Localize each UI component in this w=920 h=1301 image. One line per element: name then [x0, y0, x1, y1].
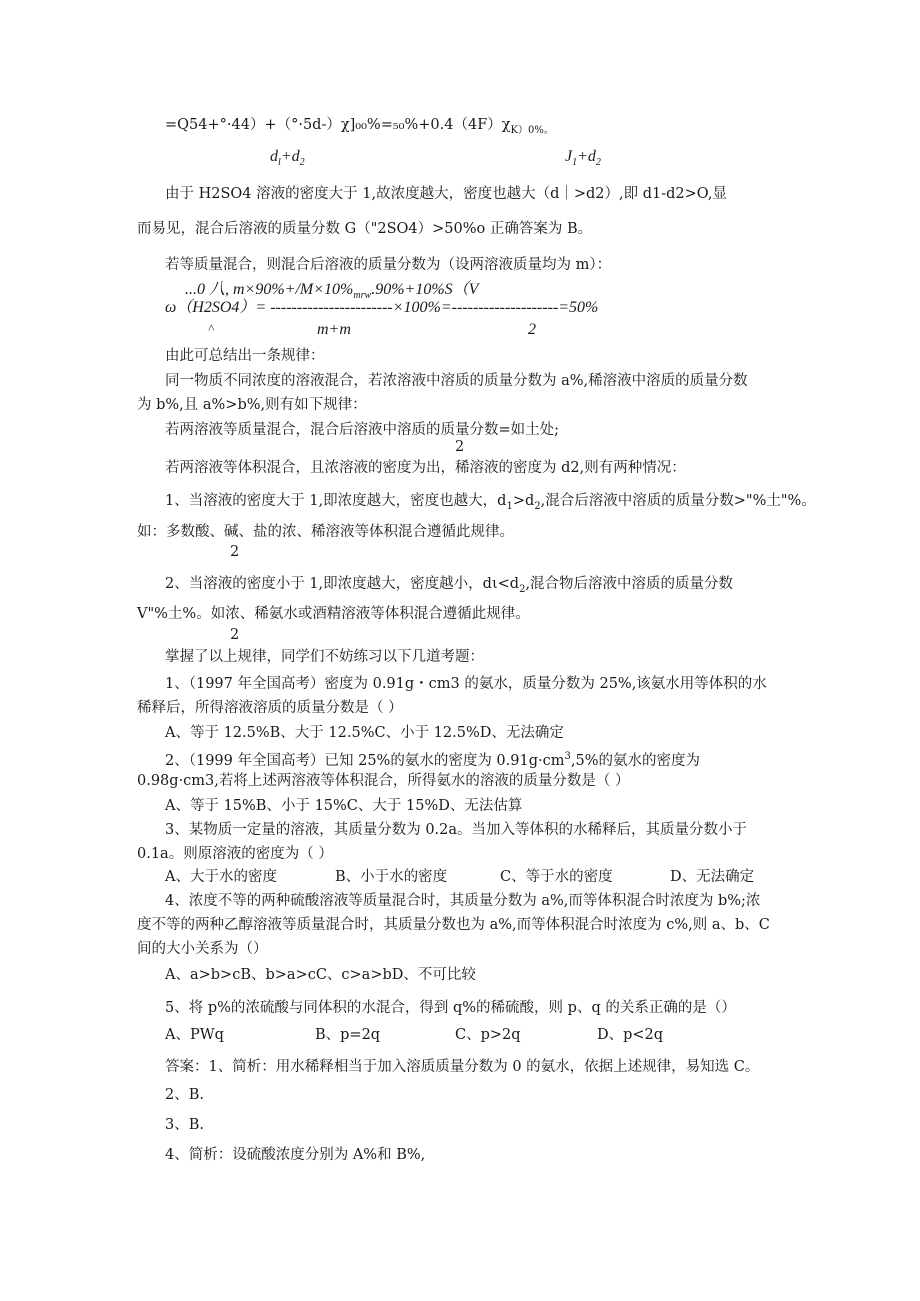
question-1-cont: 稀释后，所得溶液溶质的质量分数是（ ） — [137, 700, 403, 716]
question-4-cont: 度不等的两种乙醇溶液等质量混合时，其质量分数也为 a%,而等体积混合时浓度为 c%,则 a、b、C — [137, 917, 770, 933]
answer-3: 3、B. — [165, 1117, 204, 1133]
fraction-two: 2 — [455, 439, 465, 455]
paragraph-line: V"%土%。如浓、稀氨水或酒精溶液等体积混合遵循此规律。 — [137, 606, 530, 622]
formula-denominator-two: 2 — [528, 321, 536, 338]
paragraph-line: 而易见，混合后溶液的质量分数 G（"2SO4）>50%o 正确答案为 B。 — [137, 221, 593, 237]
question-1: 1、（1997 年全国高考）密度为 0.91g・cm3 的氨水，质量分数为 25%,该氨水用等体积的水 — [165, 676, 767, 692]
question-3-cont: 0.1a。则原溶液的密度为（ ） — [137, 846, 333, 862]
paragraph-line: 如：多数酸、碱、盐的浓、稀溶液等体积混合遵循此规律。 — [137, 524, 514, 540]
question-5-option-d: D、p<2q — [597, 1027, 664, 1043]
paragraph-line: 2、当溶液的密度小于 1,即浓度越大，密度越小，$d\iota<d_2$,混合物后溶液中溶质的质量分数 — [165, 576, 734, 595]
formula-main: ω（H2SO4）= -----------------------×100%=--------------------=50% — [165, 299, 599, 316]
question-3-option-d: D、无法确定 — [670, 869, 755, 885]
question-5: 5、将 p%的浓硫酸与同体积的水混合，得到 q%的稀硫酸，则 p、q 的关系正确的是（） — [165, 1000, 736, 1016]
paragraph-line: 掌握了以上规律，同学们不妨练习以下几道考题： — [165, 649, 484, 665]
paragraph-line: 若等质量混合，则混合后溶液的质量分数为（设两溶液质量均为 m）： — [165, 257, 612, 273]
question-2-cont: 0.98g·cm3,若将上述两溶液等体积混合，所得氨水的溶液的质量分数是（ ） — [137, 773, 630, 789]
paragraph-line: 为 b%,且 a%>b%,则有如下规律： — [137, 397, 367, 413]
question-2: 2、（1999 年全国高考）已知 25%的氨水的密度为 $0.91g\cdot cm^3,5\%$的氨水的密度为 — [165, 751, 700, 769]
fraction-two: 2 — [230, 627, 240, 643]
question-4-options: A、a>b>cB、b>a>cC、c>a>bD、不可比较 — [165, 967, 476, 983]
formula-denominator-right: $J_1+d_2$ — [565, 148, 601, 169]
question-4: 4、浓度不等的两种硫酸溶液等质量混合时，其质量分数为 a%,而等体积混合时浓度为 b%;浓 — [165, 893, 761, 909]
question-4-cont: 间的大小关系为（） — [137, 941, 268, 957]
question-3-option-c: C、等于水的密度 — [500, 869, 613, 885]
question-2-options: A、等于 15%B、小于 15%C、大于 15%D、无法估算 — [165, 798, 523, 814]
formula-numerator: ...0 八, $m\times 90\%+/M\times 10\%_{mrw}.90\%+10\%S(V$ — [185, 281, 479, 302]
paragraph-line: 1、当溶液的密度大于 1,即浓度越大，密度也越大，$d_1>d_2$,混合后溶液中溶质的质量分数>"%土"%。 — [165, 493, 816, 512]
question-3: 3、某物质一定量的溶液，其质量分数为 0.2a。当加入等体积的水稀释后，其质量分数小于 — [165, 822, 748, 838]
answer-1: 答案：1、简析：用水稀释相当于加入溶质质量分数为 0 的氨水，依据上述规律，易知选 C。 — [165, 1059, 760, 1075]
formula-denominator: m+m — [317, 321, 351, 338]
paragraph-line: 若两溶液等质量混合，混合后溶液中溶质的质量分数=如土处; — [165, 422, 560, 438]
paragraph-line: 同一物质不同浓度的溶液混合，若浓溶液中溶质的质量分数为 a%,稀溶液中溶质的质量分数 — [165, 373, 748, 389]
fraction-two: 2 — [230, 544, 240, 560]
question-5-option-c: C、p>2q — [455, 1027, 521, 1043]
paragraph-line: 由此可总结出一条规律： — [165, 348, 325, 364]
answer-2: 2、B. — [165, 1087, 204, 1103]
answer-4: 4、简析：设硫酸浓度分别为 A%和 B%, — [165, 1147, 426, 1163]
question-5-option-b: B、p=2q — [315, 1027, 381, 1043]
question-3-option-a: A、大于水的密度 — [165, 869, 277, 885]
formula-caret: ^ — [208, 321, 214, 336]
question-1-options: A、等于 12.5%B、大于 12.5%C、小于 12.5%D、无法确定 — [165, 725, 564, 741]
paragraph-line: 由于 H2SO4 溶液的密度大于 1,故浓度越大，密度也越大（d｜>d2）,即 d1-d2>O,显 — [165, 186, 727, 202]
paragraph-line: 若两溶液等体积混合，且浓溶液的密度为出，稀溶液的密度为 d2,则有两种情况： — [165, 460, 686, 476]
formula-denominator-left: $d_l+d_2$ — [270, 148, 305, 169]
question-3-option-b: B、小于水的密度 — [335, 869, 448, 885]
question-5-option-a: A、PWq — [165, 1027, 224, 1043]
formula-line: $=Q54+^\circ\cdot 44)+(^\circ\cdot 5d-)\chi]_{00}\%=_{50}\%+0.4(4F)\chi_{K)0\%。}$ — [165, 117, 554, 136]
